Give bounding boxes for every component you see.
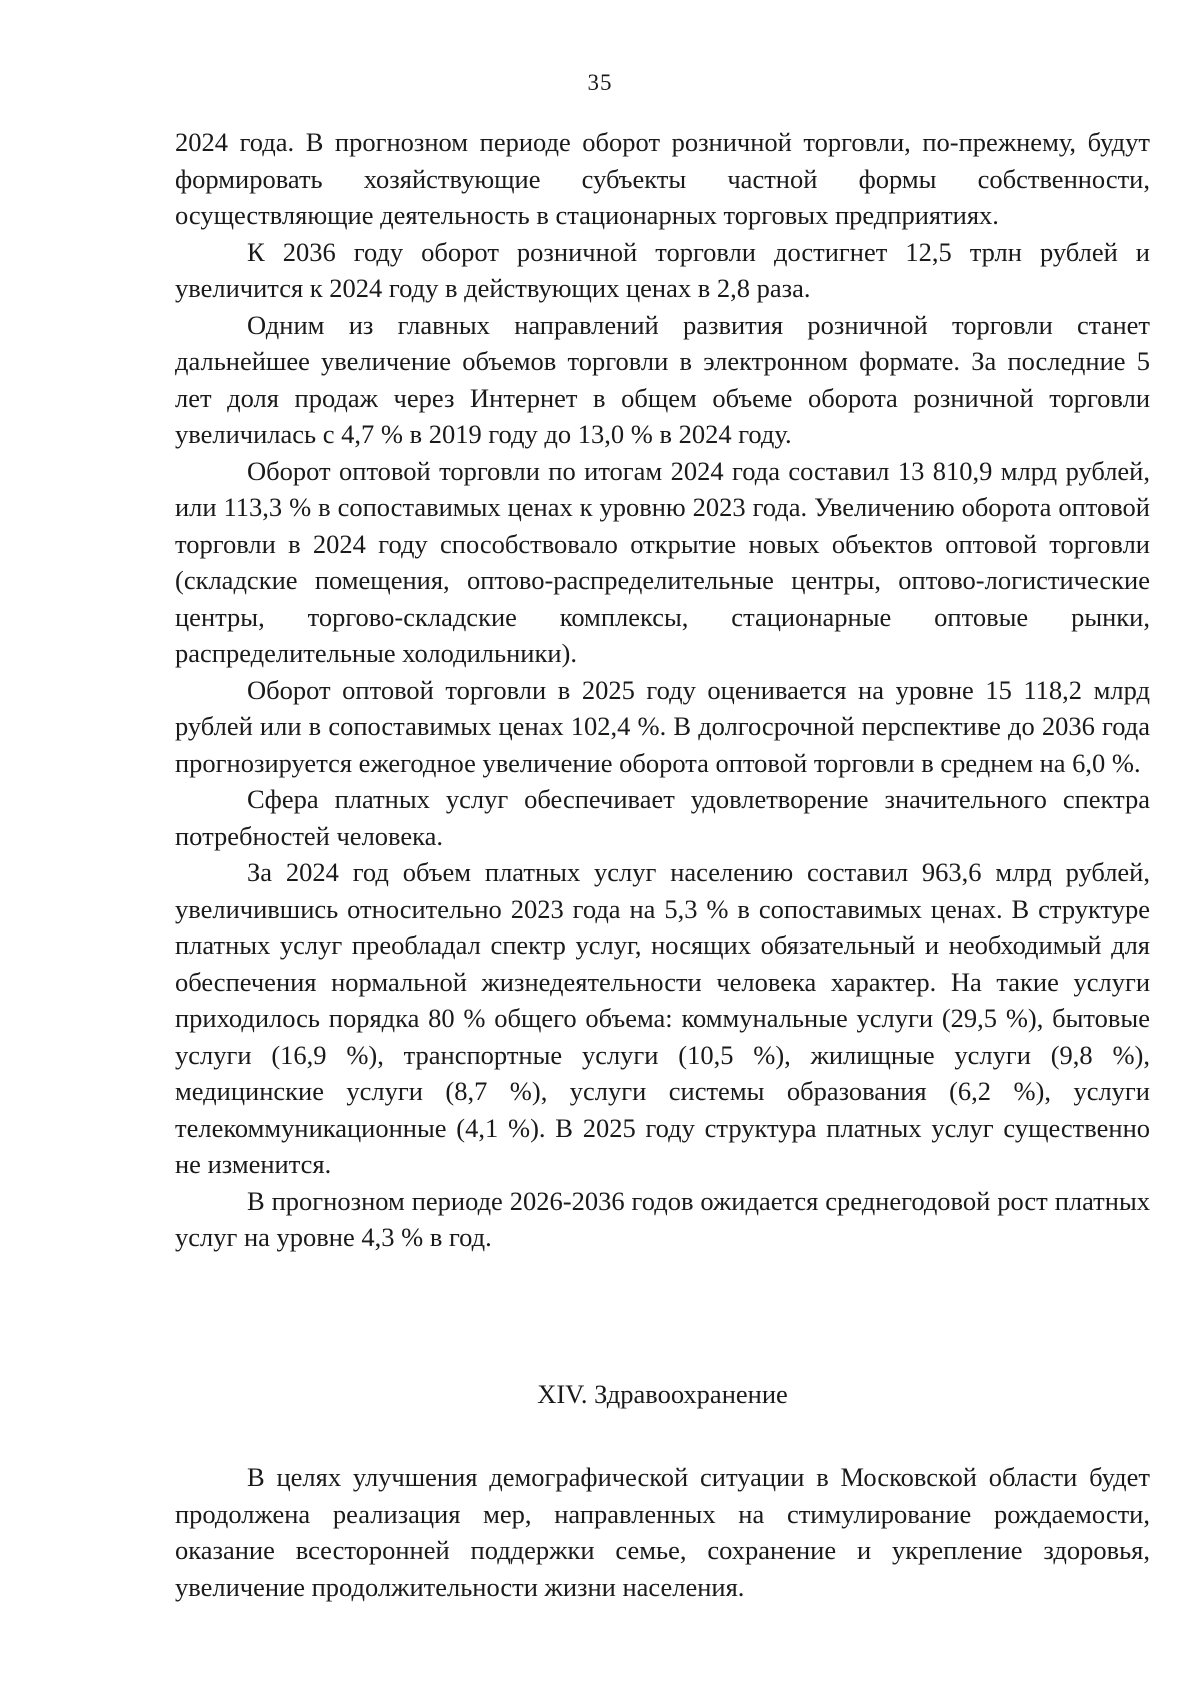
paragraph-paid-services-intro: Сфера платных услуг обеспечивает удовлетворение значительного спектра потребностей человека.: [175, 784, 1150, 851]
paragraph-e-commerce: Одним из главных направлений развития розничной торговли станет дальнейшее увеличение объемов торговли в электронном формате. За последние 5 лет доля продаж через Интернет в общем объеме оборота розничной торговли увеличилась с 4,7 % в 2019 году до 13,0 % в 2024 году.: [175, 309, 1150, 449]
paragraph-continuation: 2024 года. В прогнозном периоде оборот розничной торговли, по-прежнему, будут формировать хозяйствующие субъекты частной формы собственности, осуществляющие деятельность в стационарных торговых предприятиях.: [175, 127, 1150, 230]
paragraph-paid-services-forecast: В прогнозном периоде 2026-2036 годов ожидается среднегодовой рост платных услуг на уровне 4,3 % в год.: [175, 1185, 1150, 1252]
paragraph-wholesale-2024: Оборот оптовой торговли по итогам 2024 года составил 13 810,9 млрд рублей, или 113,3 % в сопоставимых ценах к уровню 2023 года. Увеличению оборота оптовой торговли в 2024 году способствовало открытие новых объектов оптовой торговли (складские помещения, оптово-распределительные центры, оптово-логистические центры, торгово-складские комплексы, стационарные оптовые рынки, распределительные холодильники).: [175, 455, 1150, 668]
paragraph-paid-services-2024: За 2024 год объем платных услуг населению составил 963,6 млрд рублей, увеличившись относительно 2023 года на 5,3 % в сопоставимых ценах. В структуре платных услуг преобладал спектр услуг, носящих обязательный и необходимый для обеспечения нормальной жизнедеятельности человека характер. На такие услуги приходилось порядка 80 % общего объема: коммунальные услуги (29,5 %), бытовые услуги (16,9 %), транспортные услуги (10,5 %), жилищные услуги (9,8 %), медицинские услуги (8,7 %), услуги системы образования (6,2 %), услуги телекоммуникационные (4,1 %). В 2025 году структура платных услуг существенно не изменится.: [175, 857, 1150, 1179]
paragraph-healthcare-intro: В целях улучшения демографической ситуации в Московской области будет продолжена реализация мер, направленных на стимулирование рождаемости, оказание всесторонней поддержки семье, сохранение и укрепление здоровья, увеличение продолжительности жизни населения.: [175, 1462, 1150, 1602]
page-number: 35: [587, 70, 613, 95]
paragraph-retail-forecast: К 2036 году оборот розничной торговли достигнет 12,5 трлн рублей и увеличится к 2024 году в действующих ценах в 2,8 раза.: [175, 236, 1150, 303]
healthcare-text: [175, 1459, 1150, 1605]
paragraph-wholesale-2025: Оборот оптовой торговли в 2025 году оценивается на уровне 15 118,2 млрд рублей или в сопоставимых ценах 102,4 %. В долгосрочной перспективе до 2036 года прогнозируется ежегодное увеличение оборота оптовой торговли в среднем на 6,0 %.: [175, 674, 1150, 778]
section-heading: XIV. Здравоохранение: [537, 1379, 788, 1409]
body-text: [175, 124, 1150, 1256]
